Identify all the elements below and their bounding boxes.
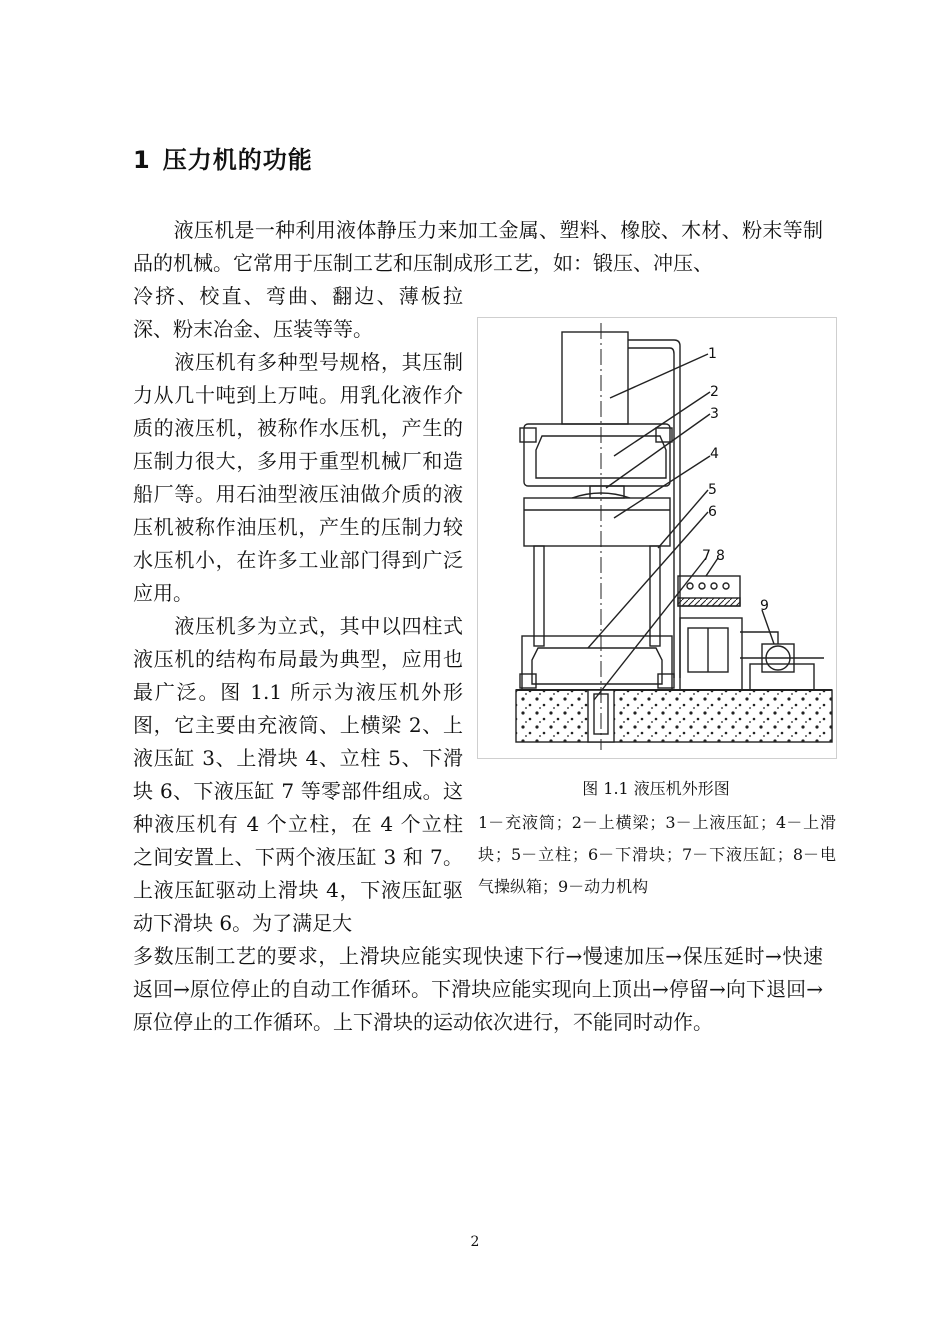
callout-6: 6 [708,504,717,520]
foundation [516,690,832,742]
section-heading [133,140,313,175]
callout-5: 5 [708,482,717,498]
figure-legend: 1－充液筒；2－上横梁；3－上液压缸；4－上滑块；5－立柱；6－下滑块；7－下液压缸；8－电气操纵箱；9－动力机构 [478,813,836,896]
power-unit-base [750,664,814,690]
paragraph-1-continued: 冷挤、校直、弯曲、翻边、薄板拉深、粉末冶金、压装等等。 [133,284,463,341]
callout-9: 9 [760,598,769,614]
paragraph-3-continued: 多数压制工艺的要求，上滑块应能实现快速下行→慢速加压→保压延时→快速返回→原位停止的自动工作循环。下滑块应能实现向上顶出→停留→向下退回→原位停止的工作循环。上下滑块的运动依次进行，不能同时动作。 [133,944,823,1034]
paragraph-1-intro: 液压机是一种利用液体静压力来加工金属、塑料、橡胶、木材、粉末等制品的机械。它常用于压制工艺和压制成形工艺，如：锻压、冲压、 [133,218,823,275]
callout-4: 4 [710,446,719,462]
hydraulic-press-figure [477,317,837,759]
callout-2: 2 [710,384,719,400]
section-title: 压力机的功能 [162,146,313,174]
power-cabinet [680,618,742,690]
fill-tank [562,332,628,424]
paragraph-2: 液压机有多种型号规格，其压制力从几十吨到上万吨。用乳化液作介质的液压机，被称作水压机，产生的压制力很大，多用于重型机械厂和造船厂等。用石油型液压油做介质的液压机被称作油压机，产生的压制力较水压机小，在许多工业部门得到广泛应用。 [133,350,463,605]
column-right [650,546,660,646]
callout-8: 8 [716,548,725,564]
page-number: 2 [470,1234,480,1250]
callout-7: 7 [702,548,711,564]
callout-3: 3 [710,406,719,422]
callout-1: 1 [708,346,717,362]
upper-slide [524,498,670,546]
figure-caption: 图 1.1 液压机外形图 [582,779,730,798]
section-number: 1 [133,146,151,174]
hydraulic-press-drawing [478,318,836,758]
column-left [534,546,544,646]
paragraph-3: 液压机多为立式，其中以四柱式液压机的结构布局最为典型，应用也最广泛。图 1.1 所示为液压机外形图，它主要由充液筒、上横梁 2、上液压缸 3、上滑块 4、立柱 5、下滑块 6、下液压缸 7 等零部件组成。这种液压机有 4 个立柱，在 4 个立柱之间安置上、下两个液压缸 3 和 7。上液压缸驱动上滑块 4，下液压缸驱动下滑块 6。为了满足大 [133,614,463,935]
